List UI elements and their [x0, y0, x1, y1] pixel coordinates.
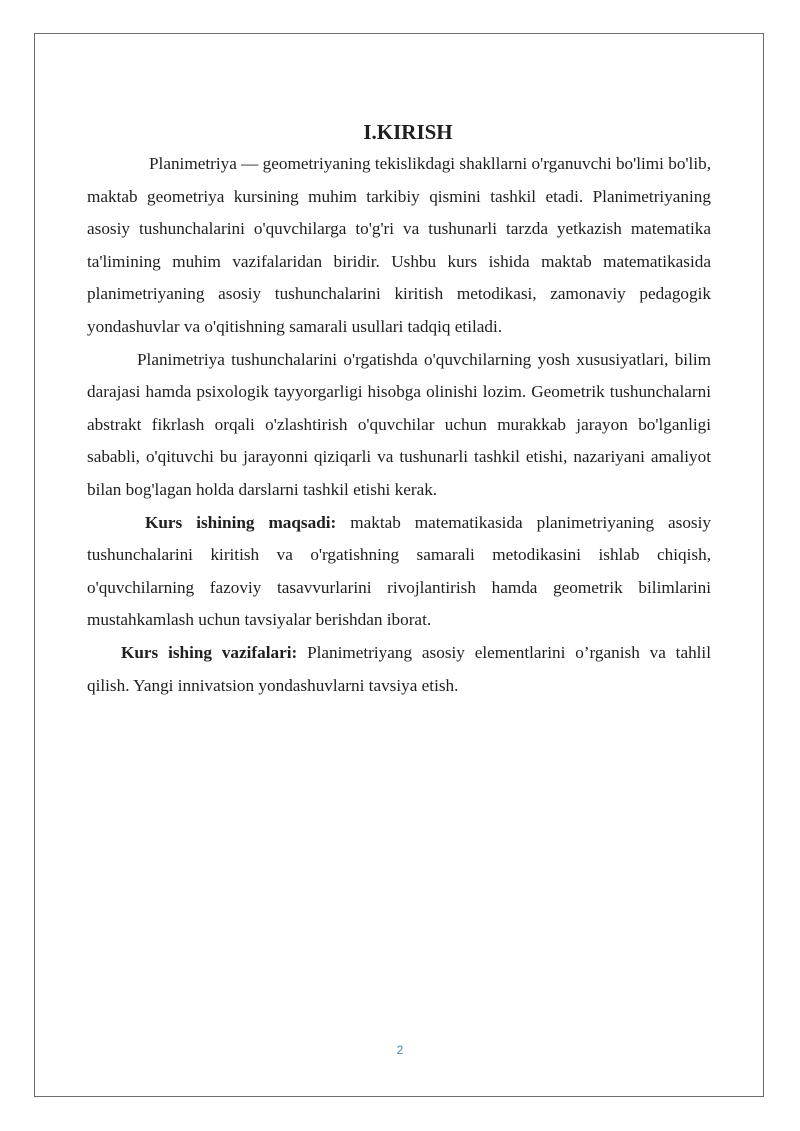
paragraph-text: Planimetriyang asosiy elementlarini o’rganish va tahlil qilish. Yangi innivatsion yondashuvlarni tavsiya etish.	[87, 642, 711, 695]
paragraph-tasks	[87, 637, 711, 702]
paragraph-text: maktab matematikasida planimetriyaning asosiy tushunchalarini kiritish va o'rgatishning samarali metodikasini ishlab chiqish, o'quvchilarning fazoviy tasavvurlarini rivojlantirish hamda geometrik bilimlarini mustahkamlash uchun tavsiyalar berishdan iborat.	[87, 512, 711, 630]
paragraph-lead: Kurs ishing vazifalari:	[121, 642, 298, 662]
section-title: I.KIRISH	[363, 120, 453, 144]
paragraph-lead: Kurs ishining maqsadi:	[145, 512, 337, 532]
paragraph-intro	[87, 148, 711, 344]
paragraph-considerations	[87, 344, 711, 507]
page-number: 2	[396, 1043, 404, 1057]
paragraph-text: Planimetriya tushunchalarini o'rgatishda o'quvchilarning yosh xususiyatlari, bilim darajasi hamda psixologik tayyorgarligi hisobga olinishi lozim. Geometrik tushunchalarni abstrakt fikrlash orqali o'zlashtirish o'quvchilar uchun murakkab jarayon bo'lganligi sababli, o'qituvchi bu jarayonni qiziqarli va tushunarli tashkil etishi, nazariyani amaliyot bilan bog'lagan holda darslarni tashkil etishi kerak.	[87, 349, 711, 499]
paragraph-text: Planimetriya — geometriyaning tekislikdagi shakllarni o'rganuvchi bo'limi bo'lib, maktab geometriya kursining muhim tarkibiy qismini tashkil etadi. Planimetriyaning asosiy tushunchalarini o'quvchilarga to'g'ri va tushunarli tarzda yetkazish matematika ta'limining muhim vazifalaridan biridir. Ushbu kurs ishida maktab matematikasida planimetriyaning asosiy tushunchalarini kiritish metodikasi, zamonaviy pedagogik yondashuvlar va o'qitishning samarali usullari tadqiq etiladi.	[87, 154, 711, 336]
paragraph-goal	[87, 507, 711, 637]
document-body	[87, 114, 711, 702]
